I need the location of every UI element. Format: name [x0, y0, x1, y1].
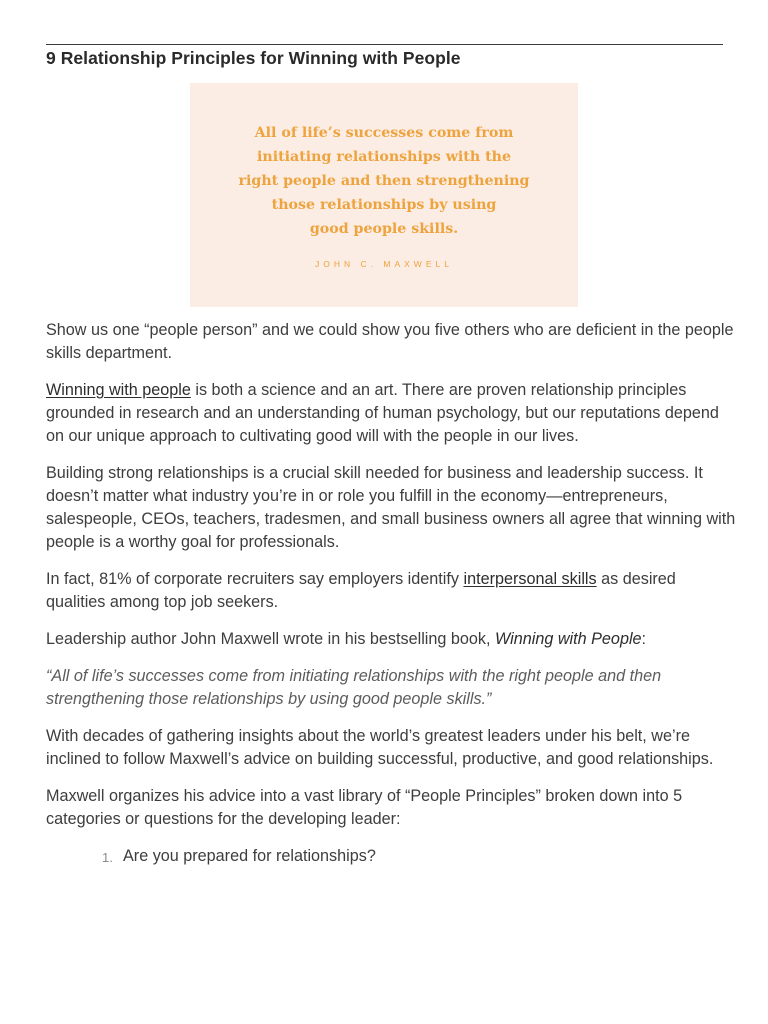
quote-card-image — [190, 83, 578, 307]
paragraph-maxwell-book — [46, 628, 736, 651]
quote-card-line: initiating relationships with the — [257, 149, 511, 165]
paragraph-people-principles: Maxwell organizes his advice into a vast library of “People Principles” broken down into 5 categories or questions for the developing leader: — [46, 787, 683, 828]
top-rule — [46, 44, 723, 45]
list-item-text: Are you prepared for relationships? — [123, 847, 376, 865]
quote-card-text — [190, 121, 578, 241]
quote-card-line: right people and then strengthening — [238, 173, 530, 189]
paragraph-science-art — [46, 379, 736, 448]
paragraph-text: : — [641, 630, 647, 648]
paragraph-text: as desired qualities among top job seekers. — [46, 570, 676, 611]
principles-list — [46, 845, 736, 868]
list-item — [46, 845, 736, 868]
quote-card-line: All of life’s successes come from — [254, 125, 514, 141]
quote-card-line: those relationships by using — [271, 197, 497, 213]
maxwell-quote: “All of life’s successes come from initiating relationships with the right people and then strengthening those relationships by using good people skills.” — [46, 667, 662, 708]
book-title: Winning with People — [495, 630, 642, 648]
paragraph-text: In fact, 81% of corporate recruiters say employers identify — [46, 570, 464, 588]
paragraph-intro: Show us one “people person” and we could show you five others who are deficient in the people skills department. — [46, 321, 734, 362]
quote-card-author: JOHN C. MAXWELL — [315, 259, 453, 269]
paragraph-text: is both a science and an art. There are proven relationship principles grounded in research and an understanding of human psychology, but our reputations depend on our unique approach to cultivating good will with the people in our lives. — [46, 381, 719, 445]
paragraph-text: Leadership author John Maxwell wrote in his bestselling book, — [46, 630, 496, 648]
paragraph-strong-relationships: Building strong relationships is a crucial skill needed for business and leadership success. It doesn’t matter what industry you’re in or role you fulfill in the economy—entrepreneurs, salespeople, CEOs, teachers, tradesmen, and small business owners all agree that winning with people is a worthy goal for professionals. — [46, 464, 736, 551]
article-title: 9 Relationship Principles for Winning with People — [46, 48, 461, 68]
winning-with-people-link[interactable]: Winning with people — [46, 381, 191, 399]
paragraph-decades: With decades of gathering insights about the world’s greatest leaders under his belt, we’re inclined to follow Maxwell’s advice on building successful, productive, and good relationships. — [46, 727, 714, 768]
list-item-number: 1. — [102, 850, 113, 865]
quote-card-line: good people skills. — [309, 221, 459, 237]
article-body — [46, 319, 736, 868]
interpersonal-skills-link[interactable]: interpersonal skills — [463, 570, 597, 588]
paragraph-recruiters — [46, 568, 736, 614]
